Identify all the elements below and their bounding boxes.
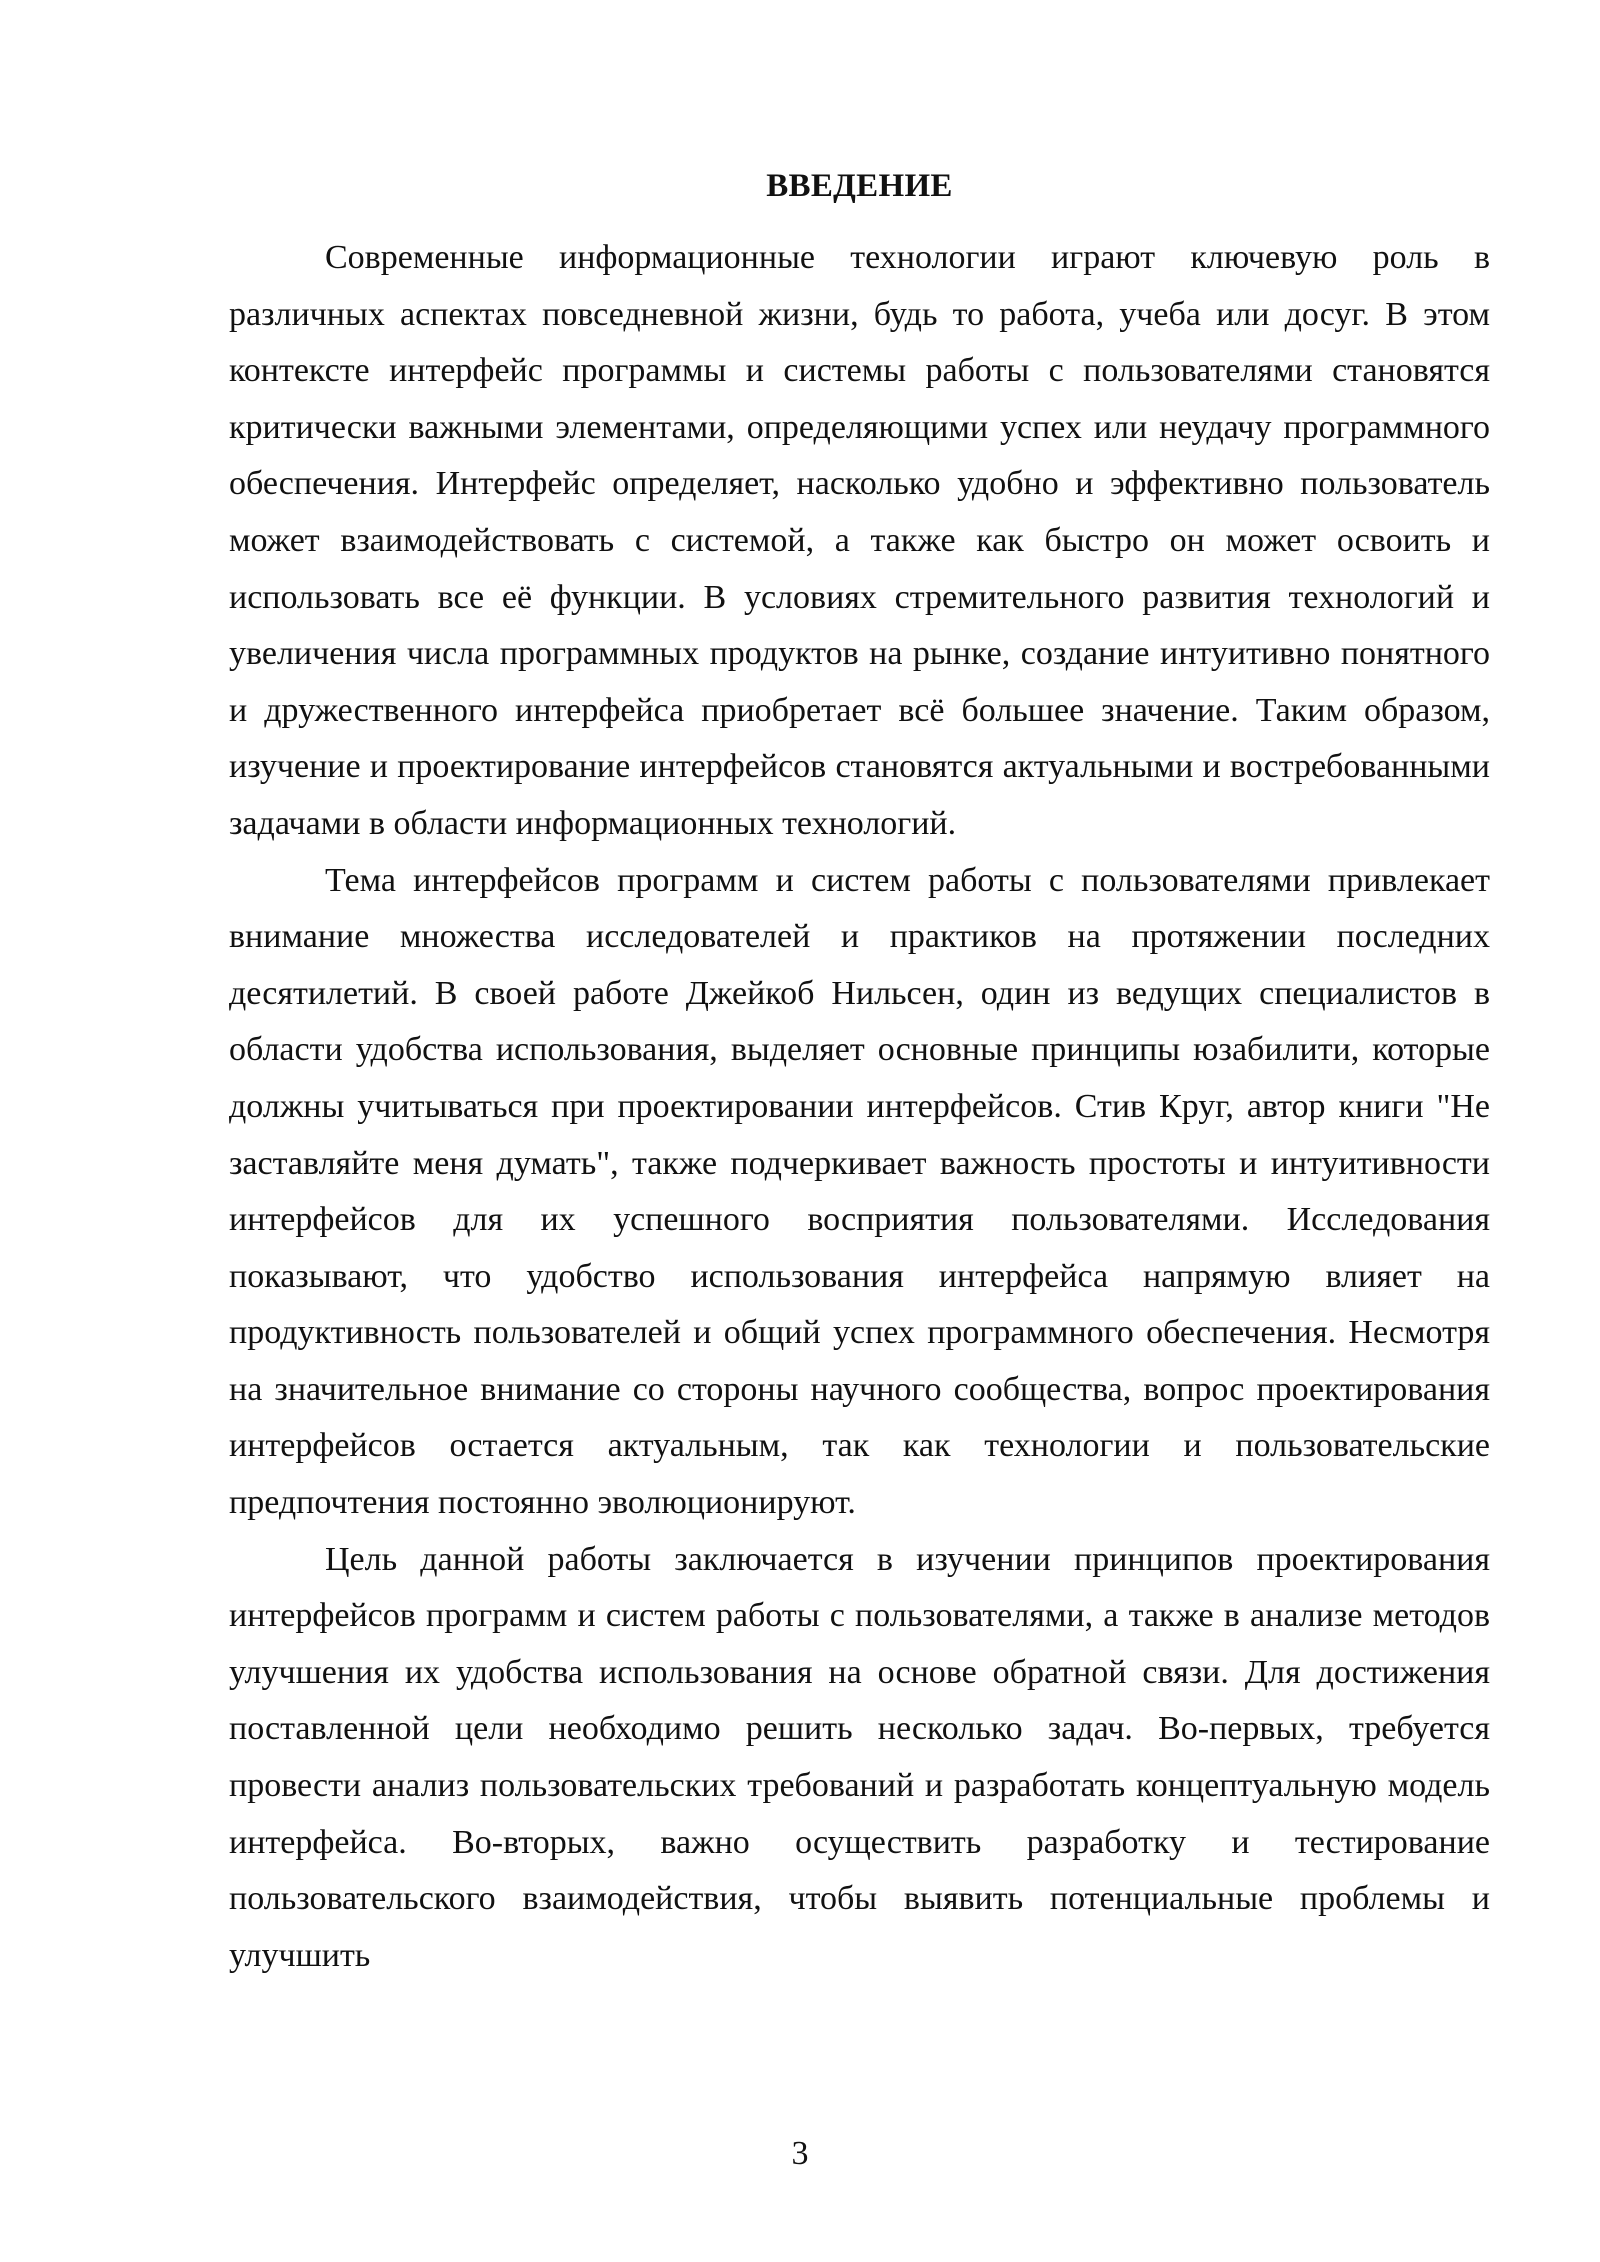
section-heading: ВВЕДЕНИЕ [766, 168, 953, 204]
page-number: 3 [791, 2135, 809, 2172]
paragraph-goal: Цель данной работы заключается в изучении принципов проектирования интерфейсов программ и систем работы с пользователями, а также в анализе методов улучшения их удобства использования на основе обратной связи. Для достижения поставленной цели необходимо решить несколько задач. Во-первых, требуется провести анализ пользовательских требований и разработать концептуальную модель интерфейса. Во-вторых, важно осуществить разработку и тестирование пользовательского взаимодействия, чтобы выявить потенциальные проблемы и улучшить [229, 1540, 1490, 1974]
page-content [229, 162, 1490, 1984]
paragraph-literature: Тема интерфейсов программ и систем работы с пользователями привлекает внимание множества исследователей и практиков на протяжении последних десятилетий. В своей работе Джейкоб Нильсен, один из ведущих специалистов в области удобства использования, выделяет основные принципы юзабилити, которые должны учитываться при проектировании интерфейсов. Стив Круг, автор книги "Не заставляйте меня думать", также подчеркивает важность простоты и интуитивности интерфейсов для их успешного восприятия пользователями. Исследования показывают, что удобство использования интерфейса напрямую влияет на продуктивность пользователей и общий успех программного обеспечения. Несмотря на значительное внимание со стороны научного сообщества, вопрос проектирования интерфейсов остается актуальным, так как технологии и пользовательские предпочтения постоянно эволюционируют. [229, 861, 1490, 1522]
paragraph-intro: Современные информационные технологии играют ключевую роль в различных аспектах повседневной жизни, будь то работа, учеба или досуг. В этом контексте интерфейс программы и системы работы с пользователями становятся критически важными элементами, определяющими успех или неудачу программного обеспечения. Интерфейс определяет, насколько удобно и эффективно пользователь может взаимодействовать с системой, а также как быстро он может освоить и использовать все её функции. В условиях стремительного развития технологий и увеличения числа программных продуктов на рынке, создание интуитивно понятного и дружественного интерфейса приобретает всё большее значение. Таким образом, изучение и проектирование интерфейсов становятся актуальными и востребованными задачами в области информационных технологий. [229, 239, 1490, 842]
